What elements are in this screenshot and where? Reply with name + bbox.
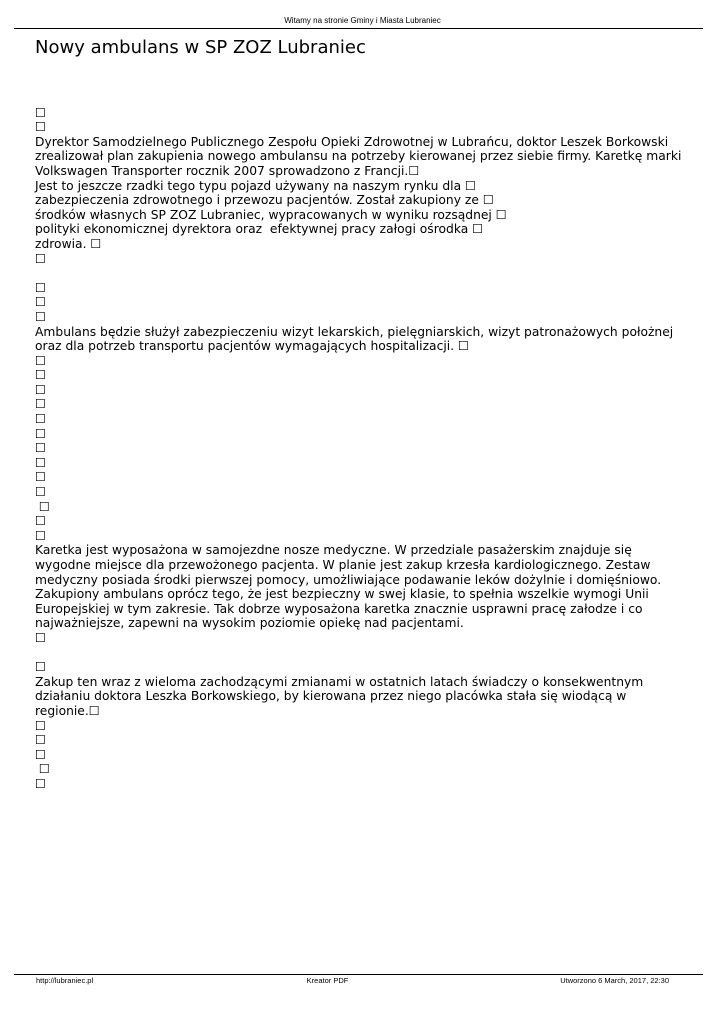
article-line: Dyrektor Samodzielnego Publicznego Zespołu Opieki Zdrowotnej w Lubrańcu, doktor Leszek Borkowski (35, 134, 669, 149)
header-divider (14, 28, 703, 29)
article-line: Zakupiony ambulans oprócz tego, że jest bezpieczny w swej klasie, to spełnia wszelkie wymogi Unii (35, 587, 649, 602)
article-line: oraz dla potrzeb transportu pacjentów wymagających hospitalizacji. ☐ (35, 339, 469, 354)
footer-generator: Kreator PDF (306, 976, 349, 985)
article-line: ☐ (35, 280, 47, 295)
article-line: ☐ (35, 630, 47, 645)
article-line: regionie.☐ (35, 703, 100, 718)
article-line: ☐ (35, 733, 47, 748)
article-line: ☐ (35, 353, 47, 368)
article-line (35, 266, 695, 281)
article-line: ☐ (35, 412, 47, 427)
article-line: ☐ (35, 441, 47, 456)
article-line: ☐ (35, 309, 47, 324)
footer-url[interactable]: http://lubraniec.pl (36, 976, 94, 985)
article-line: ☐ (35, 295, 47, 310)
article-line: Karetka jest wyposażona w samojezdne nosze medyczne. W przedziale pasażerskim znajduje się (35, 543, 632, 558)
article-title: Nowy ambulans w SP ZOZ Lubraniec (35, 37, 366, 58)
footer-created-date: Utworzono 6 March, 2017, 22:30 (560, 976, 669, 985)
article-line: ☐ (35, 528, 47, 543)
article-line: zrealizował plan zakupienia nowego ambulansu na potrzeby kierowanej przez siebie firmy. Karetkę marki (35, 149, 682, 164)
article-line: Jest to jeszcze rzadki tego typu pojazd używany na naszym rynku dla ☐ (35, 178, 477, 193)
article-line: Volkswagen Transporter rocznik 2007 sprowadzono z Francji.☐ (35, 163, 420, 178)
article-line: zabezpieczenia zdrowotnego i przewozu pacjentów. Został zakupiony ze ☐ (35, 193, 494, 208)
article-line: Ambulans będzie służył zabezpieczeniu wizyt lekarskich, pielęgniarskich, wizyt patronażowych położnej (35, 324, 674, 339)
article-line: ☐ (35, 251, 47, 266)
article-line: zdrowia. ☐ (35, 236, 102, 251)
article-line: wygodne miejsce dla przewożonego pacjenta. W planie jest zakup krzesła kardiologicznego. Zestaw (35, 558, 651, 572)
article-line: ☐ (35, 485, 47, 500)
article-line: medyczny posiada środki pierwszej pomocy, umożliwiające podawanie leków dożylnie i domięśniowo. (35, 572, 662, 587)
article-line: ☐ (35, 368, 47, 383)
article-line: działaniu doktora Leszka Borkowskiego, by kierowana przez niego placówka stała się wiodącą w (35, 689, 627, 704)
article-line: ☐ (35, 514, 47, 529)
article-line: ☐ (35, 120, 47, 135)
article-line: ☐ (35, 397, 47, 412)
article-line: ☐ (35, 426, 47, 441)
article-line: ☐ (35, 747, 47, 762)
article-line: Zakup ten wraz z wieloma zachodzącymi zmianami w ostatnich latach świadczy o konsekwentnym (35, 674, 644, 689)
article-line (35, 646, 695, 661)
article-body (35, 91, 695, 792)
article-line: ☐ (35, 499, 50, 514)
article-line: ☐ (35, 762, 50, 777)
article-line: polityki ekonomicznej dyrektora oraz efektywnej pracy załogi ośrodka ☐ (35, 222, 484, 237)
article-line: ☐ (35, 660, 47, 675)
article-line: ☐ (35, 455, 47, 470)
article-line: najważniejsze, zapewni na wysokim poziomie opiekę nad pacjentami. (35, 616, 464, 631)
footer-divider (14, 974, 703, 975)
article-line: ☐ (35, 776, 47, 791)
article-line: środków własnych SP ZOZ Lubraniec, wypracowanych w wyniku rozsądnej ☐ (35, 207, 507, 222)
site-header-title: Witamy na stronie Gminy i Miasta Lubraniec (284, 16, 441, 25)
article-line: ☐ (35, 718, 47, 733)
article-line (35, 91, 695, 106)
article-line: ☐ (35, 382, 47, 397)
article-line: ☐ (35, 470, 47, 485)
article-line: Europejskiej w tym zakresie. Tak dobrze wyposażona karetka znacznie usprawni pracę załodze i co (35, 601, 643, 616)
article-line: ☐ (35, 105, 47, 120)
